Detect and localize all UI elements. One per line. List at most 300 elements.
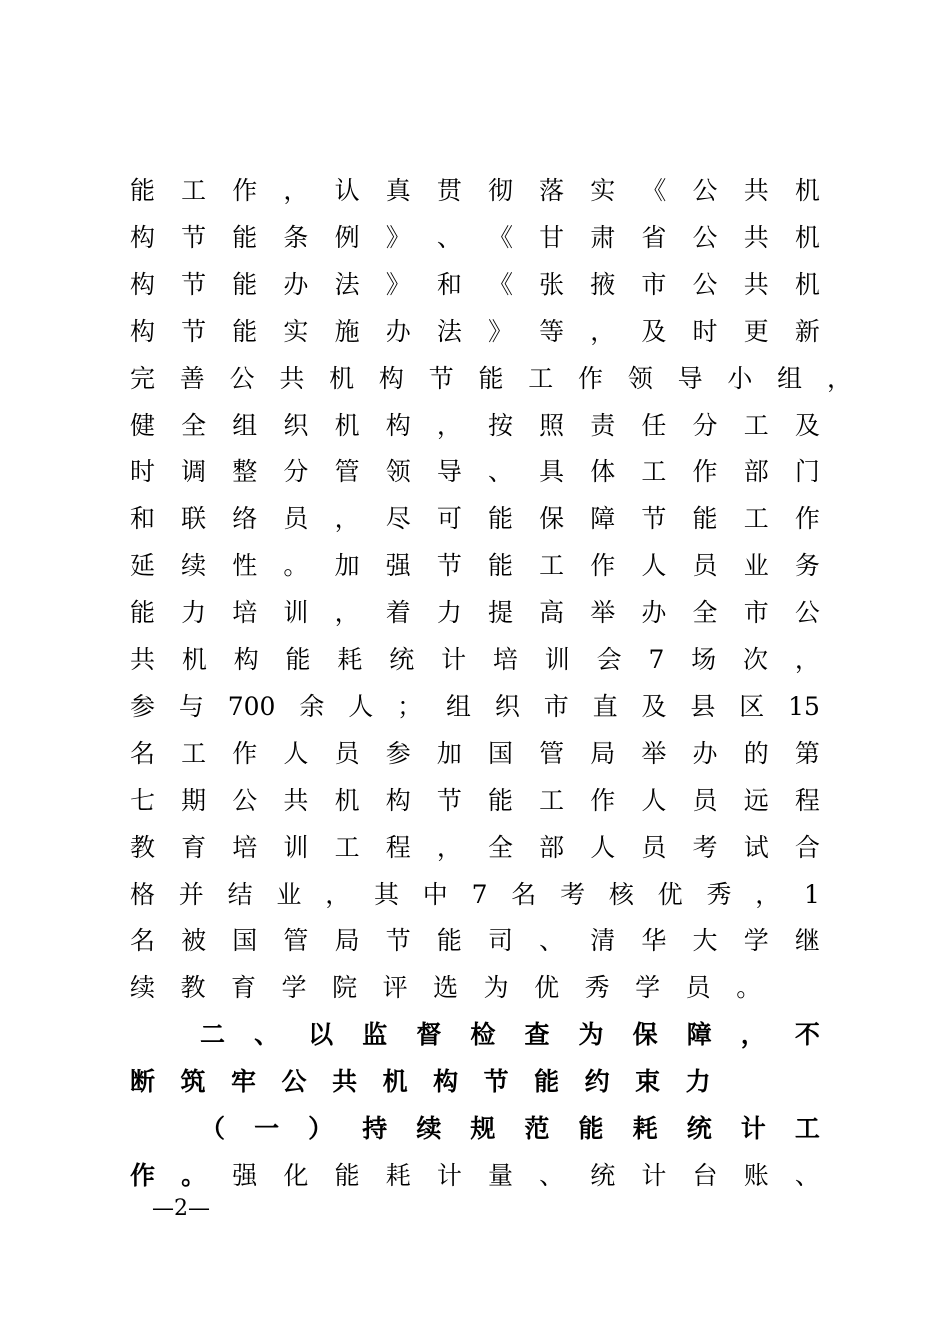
- text-char: 节: [436, 551, 462, 581]
- text-char: 能: [130, 598, 156, 628]
- text-line: [130, 918, 820, 964]
- text-char: 市: [641, 269, 667, 299]
- text-char: 作: [232, 738, 258, 768]
- text-char: 。: [283, 551, 309, 581]
- text-char: 施: [334, 316, 360, 346]
- text-char: 计: [740, 1114, 766, 1143]
- text-char: 、: [487, 457, 513, 487]
- text-char: 育: [231, 973, 257, 1003]
- text-char: 法: [334, 269, 360, 299]
- text-char: 持: [362, 1114, 388, 1143]
- text-char: 耗: [385, 1160, 411, 1190]
- text-char: ，: [334, 598, 360, 628]
- text-char: ，: [590, 316, 616, 346]
- text-char: 能: [436, 926, 462, 956]
- text-char: 。: [736, 973, 762, 1003]
- text-char: 能: [487, 504, 513, 534]
- text-line: [130, 309, 820, 355]
- text-char: 节: [181, 269, 207, 299]
- text-char: 优: [657, 879, 683, 909]
- text-char: 远: [743, 785, 769, 815]
- text-char: 按: [487, 410, 513, 440]
- text-char: 约: [584, 1067, 610, 1097]
- text-char: ）: [308, 1114, 334, 1143]
- text-char: 、: [794, 1160, 820, 1190]
- text-char: 其: [373, 879, 399, 909]
- text-char: 责: [590, 410, 616, 440]
- text-char: 贯: [436, 176, 462, 205]
- text-char: 举: [590, 598, 616, 628]
- text-char: 名: [511, 879, 537, 909]
- text-char: 被: [181, 926, 207, 956]
- text-char: 的: [743, 738, 769, 768]
- text-char: 共: [743, 222, 769, 252]
- text-char: 能: [487, 551, 513, 581]
- text-char: 工: [181, 176, 207, 205]
- text-char: 续: [181, 551, 207, 581]
- text-char: 工: [794, 1114, 820, 1143]
- text-char: 可: [436, 504, 462, 534]
- text-char: 任: [641, 410, 667, 440]
- text-char: 国: [487, 738, 513, 768]
- text-char: 格: [130, 879, 156, 909]
- text-char: 全: [487, 832, 513, 862]
- text-char: 工: [641, 457, 667, 487]
- text-char: 院: [332, 973, 358, 1003]
- text-char: 照: [539, 410, 565, 440]
- text-line: [130, 168, 820, 214]
- text-char: 员: [685, 973, 711, 1003]
- text-char: 构: [130, 269, 156, 299]
- text-char: 华: [641, 926, 667, 956]
- text-line: [130, 449, 820, 495]
- text-char: 构: [385, 785, 411, 815]
- text-char: ，: [755, 879, 781, 909]
- text-char: 办: [283, 269, 309, 299]
- text-char: 7: [648, 645, 665, 674]
- text-line: [130, 1153, 820, 1199]
- text-char: 机: [794, 269, 820, 299]
- text-char: 工: [181, 738, 207, 768]
- text-char: 大: [692, 926, 718, 956]
- text-char: 为: [578, 1020, 604, 1050]
- text-line: [130, 637, 820, 683]
- text-char: 计: [436, 1160, 462, 1190]
- text-char: 公: [794, 598, 820, 628]
- text-char: 公: [692, 269, 718, 299]
- text-char: 统: [389, 645, 415, 674]
- text-char: 完: [130, 363, 156, 393]
- text-char: 学: [743, 926, 769, 956]
- text-char: 人: [283, 738, 309, 768]
- text-char: 构: [130, 316, 156, 346]
- text-char: 培: [492, 645, 518, 674]
- text-char: 人: [590, 832, 616, 862]
- text-char: 办: [641, 598, 667, 628]
- text-char: 能: [334, 1160, 360, 1190]
- text-char: 实: [590, 176, 616, 205]
- text-char: 、: [539, 1160, 565, 1190]
- text-line: [130, 684, 820, 730]
- text-char: 名: [130, 738, 156, 768]
- text-line: [130, 1059, 820, 1105]
- text-char: 》: [385, 222, 411, 252]
- text-char: 评: [382, 973, 408, 1003]
- text-char: 构: [385, 410, 411, 440]
- text-char: 培: [232, 598, 258, 628]
- text-char: 和: [130, 504, 156, 534]
- text-char: 》: [385, 269, 411, 299]
- text-char: 、: [539, 926, 565, 956]
- text-char: 障: [590, 504, 616, 534]
- text-char: 部: [539, 832, 565, 862]
- text-char: 法: [436, 316, 462, 346]
- text-char: 力: [181, 598, 207, 628]
- text-char: 机: [181, 645, 207, 674]
- text-char: 工: [743, 504, 769, 534]
- text-char: 。: [181, 1160, 207, 1190]
- text-char: 力: [685, 1067, 711, 1097]
- text-char: 节: [483, 1067, 509, 1097]
- text-char: 构: [433, 1067, 459, 1097]
- text-char: 导: [677, 363, 703, 393]
- text-char: 健: [130, 410, 156, 440]
- text-char: 落: [539, 176, 565, 205]
- text-char: 规: [470, 1114, 496, 1143]
- text-line: [130, 215, 820, 261]
- text-char: 条: [283, 222, 309, 252]
- text-char: 时: [692, 316, 718, 346]
- text-char: ，: [334, 504, 360, 534]
- text-char: 公: [692, 222, 718, 252]
- text-char: 节: [436, 785, 462, 815]
- text-char: 工: [539, 551, 565, 581]
- text-char: 张: [539, 269, 565, 299]
- text-char: 作: [590, 551, 616, 581]
- text-char: 统: [686, 1114, 712, 1143]
- text-char: 台: [692, 1160, 718, 1190]
- text-char: 办: [385, 316, 411, 346]
- text-char: 织: [494, 691, 520, 721]
- text-char: 节: [385, 926, 411, 956]
- text-char: ，: [794, 645, 820, 674]
- text-char: 训: [283, 832, 309, 862]
- text-char: 场: [691, 645, 717, 674]
- text-line: [130, 262, 820, 308]
- text-char: 新: [794, 316, 820, 346]
- text-line: [130, 778, 820, 824]
- text-line: [130, 543, 820, 589]
- text-char: 延: [130, 551, 156, 581]
- text-char: 节: [181, 222, 207, 252]
- text-char: 真: [385, 176, 411, 205]
- text-char: 时: [130, 457, 156, 487]
- text-char: 员: [641, 832, 667, 862]
- text-char: 作: [692, 457, 718, 487]
- text-char: 、: [436, 222, 462, 252]
- text-char: 能: [232, 316, 258, 346]
- text-char: 清: [590, 926, 616, 956]
- text-char: 会: [596, 645, 622, 674]
- text-char: 实: [283, 316, 309, 346]
- text-char: 组: [777, 363, 803, 393]
- text-char: 业: [276, 879, 302, 909]
- text-char: 范: [524, 1114, 550, 1143]
- text-char: ，: [826, 363, 852, 393]
- text-char: 公: [229, 363, 255, 393]
- text-char: 能: [232, 222, 258, 252]
- text-char: 二: [200, 1020, 226, 1050]
- text-char: 员: [283, 504, 309, 534]
- text-char: 教: [130, 832, 156, 862]
- text-char: 具: [539, 457, 565, 487]
- text-line: [200, 1106, 820, 1152]
- text-char: 》: [487, 316, 513, 346]
- text-char: 计: [441, 645, 467, 674]
- text-char: 及: [641, 691, 667, 721]
- text-char: 机: [382, 1067, 408, 1097]
- text-line: [130, 825, 820, 871]
- text-char: 区: [739, 691, 765, 721]
- text-char: 领: [385, 457, 411, 487]
- text-char: 肃: [590, 222, 616, 252]
- text-char: 组: [445, 691, 471, 721]
- text-char: 学: [635, 973, 661, 1003]
- text-char: 束: [635, 1067, 661, 1097]
- text-char: 管: [283, 926, 309, 956]
- text-char: 调: [181, 457, 207, 487]
- text-char: 账: [743, 1160, 769, 1190]
- text-char: 机: [334, 785, 360, 815]
- text-char: 考: [560, 879, 586, 909]
- text-char: 试: [743, 832, 769, 862]
- text-char: 保: [539, 504, 565, 534]
- text-char: 强: [385, 551, 411, 581]
- text-line: [130, 356, 852, 402]
- text-char: 培: [232, 832, 258, 862]
- text-char: 督: [416, 1020, 442, 1050]
- text-char: 公: [232, 785, 258, 815]
- text-char: 育: [181, 832, 207, 862]
- text-char: 继: [794, 926, 820, 956]
- text-char: 作: [578, 363, 604, 393]
- text-char: 小: [727, 363, 753, 393]
- text-char: 能: [578, 1114, 604, 1143]
- text-char: 共: [130, 645, 156, 674]
- text-char: 县: [690, 691, 716, 721]
- text-char: 监: [362, 1020, 388, 1050]
- text-char: 构: [130, 222, 156, 252]
- text-char: 1: [804, 879, 820, 909]
- text-char: 结: [227, 879, 253, 909]
- text-char: 合: [794, 832, 820, 862]
- text-char: 共: [743, 269, 769, 299]
- text-char: 体: [590, 457, 616, 487]
- text-char: 训: [544, 645, 570, 674]
- text-char: 人: [641, 551, 667, 581]
- text-char: 省: [641, 222, 667, 252]
- text-char: 甘: [539, 222, 565, 252]
- text-char: 局: [590, 738, 616, 768]
- text-char: 与: [178, 691, 204, 721]
- text-char: 组: [232, 410, 258, 440]
- text-char: 等: [539, 316, 565, 346]
- text-char: 程: [385, 832, 411, 862]
- text-char: 检: [470, 1020, 496, 1050]
- text-char: 期: [181, 785, 207, 815]
- text-char: 员: [692, 785, 718, 815]
- text-char: 力: [436, 598, 462, 628]
- text-char: 更: [743, 316, 769, 346]
- text-char: 第: [794, 738, 820, 768]
- text-char: 办: [692, 738, 718, 768]
- text-char: 《: [641, 176, 667, 205]
- text-char: 续: [416, 1114, 442, 1143]
- text-char: 余: [299, 691, 325, 721]
- text-line: [130, 496, 820, 542]
- text-char: 训: [283, 598, 309, 628]
- text-char: 机: [329, 363, 355, 393]
- text-char: ，: [325, 879, 351, 909]
- text-char: 700: [227, 691, 276, 721]
- text-char: 作: [794, 504, 820, 534]
- text-char: 领: [627, 363, 653, 393]
- text-char: 国: [232, 926, 258, 956]
- text-char: 秀: [706, 879, 732, 909]
- text-char: 工: [539, 785, 565, 815]
- text-char: 为: [483, 973, 509, 1003]
- text-char: 和: [436, 269, 462, 299]
- text-char: 分: [283, 457, 309, 487]
- text-char: 认: [334, 176, 360, 205]
- text-char: 节: [641, 504, 667, 534]
- text-char: 市: [743, 598, 769, 628]
- text-char: 公: [281, 1067, 307, 1097]
- text-char: 牢: [231, 1067, 257, 1097]
- text-char: 参: [130, 691, 156, 721]
- text-char: 次: [743, 645, 769, 674]
- text-char: 并: [178, 879, 204, 909]
- text-char: 共: [279, 363, 305, 393]
- text-char: 以: [308, 1020, 334, 1050]
- text-char: 学: [281, 973, 307, 1003]
- text-char: 教: [180, 973, 206, 1003]
- text-char: 掖: [590, 269, 616, 299]
- text-char: 工: [334, 832, 360, 862]
- text-char: ，: [283, 176, 309, 205]
- text-char: 耗: [632, 1114, 658, 1143]
- text-char: 断: [130, 1067, 156, 1097]
- text-char: 彻: [487, 176, 513, 205]
- text-char: 不: [794, 1020, 820, 1050]
- text-line: [130, 731, 820, 777]
- text-char: 导: [436, 457, 462, 487]
- text-char: 直: [592, 691, 618, 721]
- text-char: 全: [692, 598, 718, 628]
- text-char: 作: [130, 1160, 156, 1190]
- text-char: 构: [378, 363, 404, 393]
- text-char: 能: [487, 785, 513, 815]
- text-char: 共: [743, 176, 769, 205]
- text-char: 《: [487, 222, 513, 252]
- text-char: 作: [232, 176, 258, 205]
- text-char: 管: [334, 457, 360, 487]
- text-char: 计: [641, 1160, 667, 1190]
- text-char: 工: [528, 363, 554, 393]
- text-char: 门: [794, 457, 820, 487]
- text-char: 查: [524, 1020, 550, 1050]
- text-line: [200, 1012, 820, 1058]
- text-char: 加: [334, 551, 360, 581]
- text-line: [130, 965, 820, 1011]
- text-char: 能: [285, 645, 311, 674]
- text-char: ；: [397, 691, 423, 721]
- text-char: 统: [590, 1160, 616, 1190]
- text-char: 市: [543, 691, 569, 721]
- text-char: 量: [487, 1160, 513, 1190]
- text-char: 局: [334, 926, 360, 956]
- text-char: 7: [471, 879, 488, 909]
- text-char: 一: [254, 1114, 280, 1143]
- text-char: 节: [181, 316, 207, 346]
- text-char: 提: [487, 598, 513, 628]
- text-char: 能: [534, 1067, 560, 1097]
- text-char: 能: [130, 176, 156, 205]
- text-char: 着: [385, 598, 411, 628]
- text-char: 筑: [180, 1067, 206, 1097]
- text-char: 能: [478, 363, 504, 393]
- text-char: 分: [692, 410, 718, 440]
- text-line: [130, 872, 820, 918]
- text-char: ，: [436, 410, 462, 440]
- text-char: 化: [283, 1160, 309, 1190]
- text-char: 整: [232, 457, 258, 487]
- text-char: 保: [632, 1020, 658, 1050]
- text-char: 及: [641, 316, 667, 346]
- text-char: 强: [232, 1160, 258, 1190]
- text-char: 核: [608, 879, 634, 909]
- text-char: 络: [232, 504, 258, 534]
- text-char: （: [200, 1114, 226, 1143]
- text-line: [130, 590, 820, 636]
- text-char: 名: [130, 926, 156, 956]
- text-char: 优: [534, 973, 560, 1003]
- text-char: 尽: [385, 504, 411, 534]
- text-char: 及: [794, 410, 820, 440]
- text-char: 共: [283, 785, 309, 815]
- text-char: 七: [130, 785, 156, 815]
- text-char: 共: [332, 1067, 358, 1097]
- text-char: 秀: [584, 973, 610, 1003]
- text-char: 机: [794, 222, 820, 252]
- text-char: 高: [539, 598, 565, 628]
- text-char: 管: [539, 738, 565, 768]
- text-char: 障: [686, 1020, 712, 1050]
- text-char: 务: [794, 551, 820, 581]
- text-char: ，: [436, 832, 462, 862]
- text-char: 全: [181, 410, 207, 440]
- text-char: 员: [334, 738, 360, 768]
- text-char: 15: [788, 691, 820, 721]
- text-char: 织: [283, 410, 309, 440]
- text-char: 司: [487, 926, 513, 956]
- text-char: 业: [743, 551, 769, 581]
- text-char: 、: [254, 1020, 280, 1050]
- text-char: 部: [743, 457, 769, 487]
- text-char: 性: [232, 551, 258, 581]
- text-char: ，: [740, 1020, 766, 1050]
- text-char: 能: [232, 269, 258, 299]
